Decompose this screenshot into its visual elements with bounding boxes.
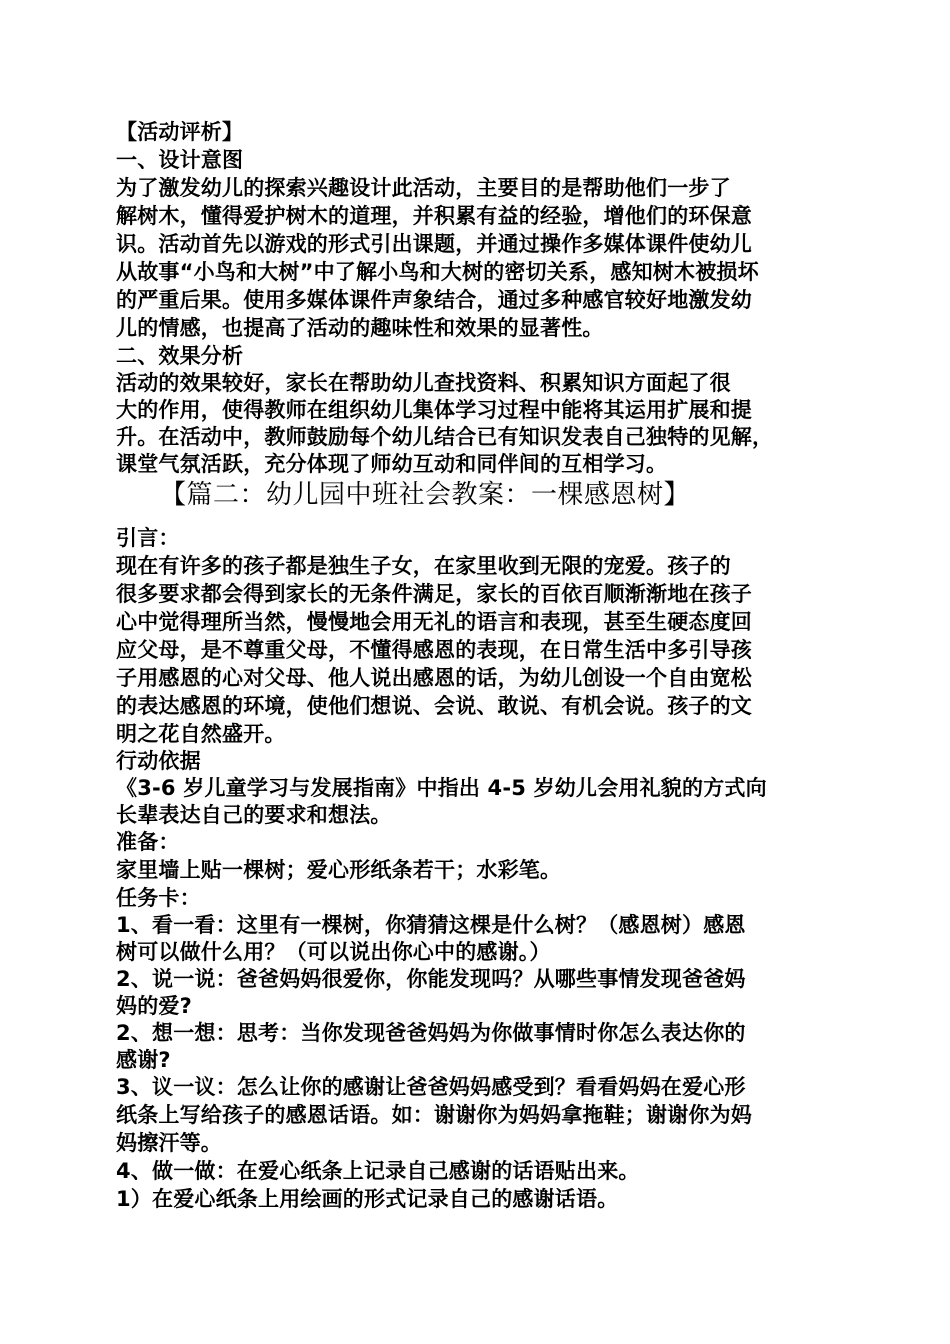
text-line: 心中觉得理所当然，慢慢地会用无礼的语言和表现，甚至生硬态度回: [116, 610, 752, 634]
text-line: 2、想一想：思考：当你发现爸爸妈妈为你做事情时你怎么表达你的: [116, 1021, 746, 1045]
text-line: 解树木，懂得爱护树木的道理，并积累有益的经验，增他们的环保意: [116, 204, 752, 228]
text-line: 应父母，是不尊重父母，不懂得感恩的表现，在日常生活中多引导孩: [116, 638, 752, 662]
text-line: 纸条上写给孩子的感恩话语。如：谢谢你为妈妈拿拖鞋；谢谢你为妈: [116, 1103, 752, 1127]
text-line: 3、议一议：怎么让你的感谢让爸爸妈妈感受到？看看妈妈在爱心形: [116, 1075, 746, 1099]
text-line: 二、效果分析: [116, 344, 244, 368]
text-line: 长辈表达自己的要求和想法。: [116, 803, 392, 827]
text-line: 树可以做什么用？（可以说出你心中的感谢。）: [116, 940, 551, 964]
text-line: 引言：: [116, 526, 180, 550]
text-line: 《3-6 岁儿童学习与发展指南》中指出 4-5 岁幼儿会用礼貌的方式向: [116, 776, 767, 800]
text-line: 4、做一做：在爱心纸条上记录自己感谢的话语贴出来。: [116, 1159, 640, 1183]
text-line: 大的作用，使得教师在组织幼儿集体学习过程中能将其运用扩展和提: [116, 398, 752, 422]
text-line: 妈擦汗等。: [116, 1131, 222, 1155]
text-line: 的严重后果。使用多媒体课件声象结合，通过多种感官较好地激发幼: [116, 288, 752, 312]
text-line: 子用感恩的心对父母、他人说出感恩的话，为幼儿创设一个自由宽松: [116, 666, 752, 690]
text-line: 从故事“小鸟和大树”中了解小鸟和大树的密切关系，感知树木被损坏: [116, 260, 759, 284]
text-line: 为了激发幼儿的探索兴趣设计此活动，主要目的是帮助他们一步了: [116, 176, 731, 200]
text-line: 儿的情感，也提高了活动的趣味性和效果的显著性。: [116, 316, 604, 340]
text-line: 1、看一看：这里有一棵树，你猜猜这棵是什么树？（感恩树）感恩: [116, 913, 746, 937]
text-line: 家里墙上贴一棵树；爱心形纸条若干；水彩笔。: [116, 858, 562, 882]
text-line: 【活动评析】: [116, 120, 244, 144]
text-line: 课堂气氛活跃，充分体现了师幼互动和同伴间的互相学习。: [116, 452, 668, 476]
text-line: 感谢?: [116, 1048, 171, 1072]
text-line: 准备：: [116, 830, 180, 854]
text-line: 现在有许多的孩子都是独生子女，在家里收到无限的宠爱。孩子的: [116, 554, 731, 578]
text-line: 明之花自然盛开。: [116, 722, 286, 746]
section-title: 【篇二：幼儿园中班社会教案：一棵感恩树】: [160, 480, 691, 510]
text-line: 升。在活动中，教师鼓励每个幼儿结合已有知识发表自己独特的见解，: [116, 425, 774, 449]
text-line: 任务卡：: [116, 886, 201, 910]
text-line: 活动的效果较好，家长在帮助幼儿查找资料、积累知识方面起了很: [116, 371, 731, 395]
text-line: 行动依据: [116, 749, 201, 773]
text-line: 1）在爱心纸条上用绘画的形式记录自己的感谢话语。: [116, 1187, 619, 1211]
text-line: 识。活动首先以游戏的形式引出课题，并通过操作多媒体课件使幼儿: [116, 232, 752, 256]
text-line: 2、说一说：爸爸妈妈很爱你，你能发现吗？从哪些事情发现爸爸妈: [116, 967, 746, 991]
text-line: 妈的爱?: [116, 994, 192, 1018]
text-line: 很多要求都会得到家长的无条件满足，家长的百依百顺渐渐地在孩子: [116, 582, 752, 606]
text-line: 的表达感恩的环境，使他们想说、会说、敢说、有机会说。孩子的文: [116, 694, 752, 718]
text-line: 一、设计意图: [116, 148, 244, 172]
